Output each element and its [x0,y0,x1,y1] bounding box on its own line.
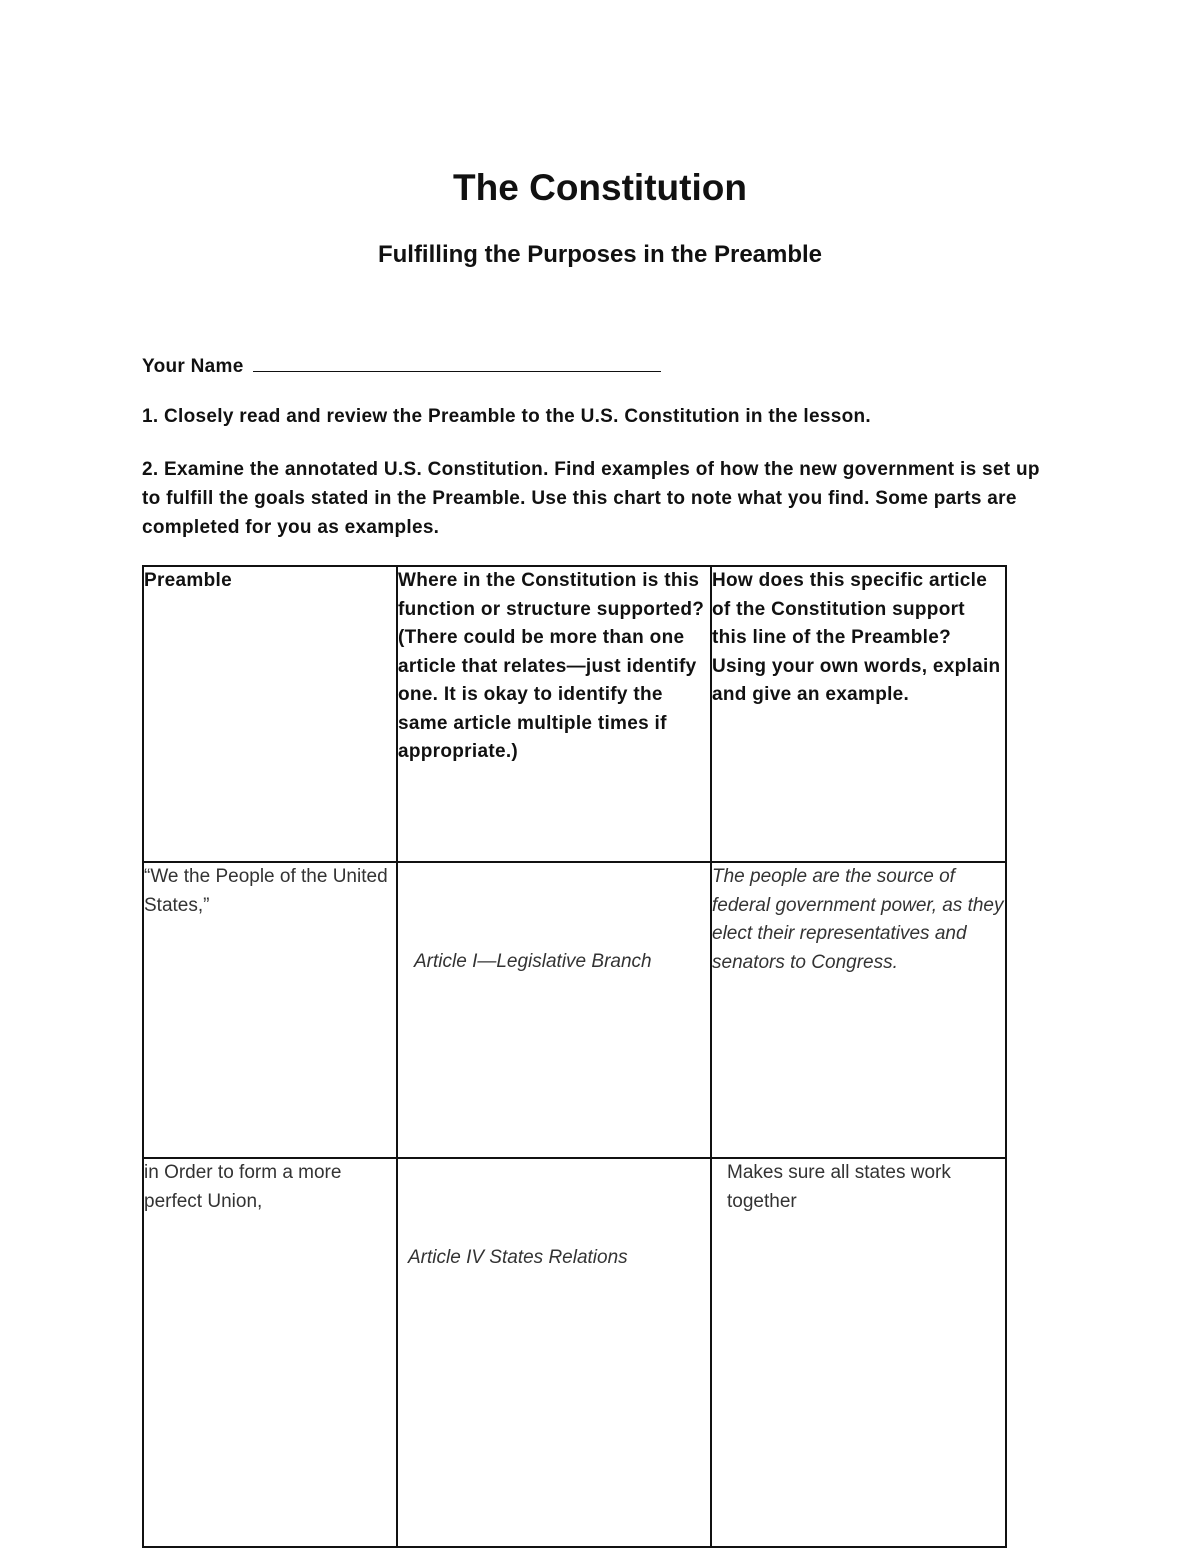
cell-preamble: “We the People of the United States,” [143,862,397,1158]
name-label: Your Name [142,356,244,377]
page-subtitle: Fulfilling the Purposes in the Preamble [377,241,823,268]
cell-article: Article IV States Relations [397,1158,711,1547]
instruction-1: 1. Closely read and review the Preamble to the U.S. Constitution in the lesson. [142,406,871,427]
page-title: The Constitution [453,167,747,208]
cell-article: Article I—Legislative Branch [397,862,711,1158]
name-blank-line [253,353,661,372]
header-preamble: Preamble [143,566,397,862]
cell-explanation: Makes sure all states work together [711,1158,1006,1547]
cell-explanation: The people are the source of federal government power, as they elect their representatives and senators to Congress. [711,862,1006,1158]
cell-preamble: in Order to form a more perfect Union, [143,1158,397,1547]
instruction-2: 2. Examine the annotated U.S. Constitution. Find examples of how the new government is set up to fulfill the goals stated in the Preamble. Use this chart to note what you find. Some parts are completed for you as examples. [142,459,1040,538]
table-header-row [143,566,1006,862]
name-field [142,353,661,380]
header-where: Where in the Constitution is this function or structure supported? (There could be more than one article that relates—just identify one. It is okay to identify the same article multiple times if appropriate.) [397,566,711,862]
header-how: How does this specific article of the Constitution support this line of the Preamble? Using your own words, explain and give an example. [711,566,1006,862]
table-row [143,1158,1006,1547]
table-row [143,862,1006,1158]
preamble-chart [142,565,1007,1548]
